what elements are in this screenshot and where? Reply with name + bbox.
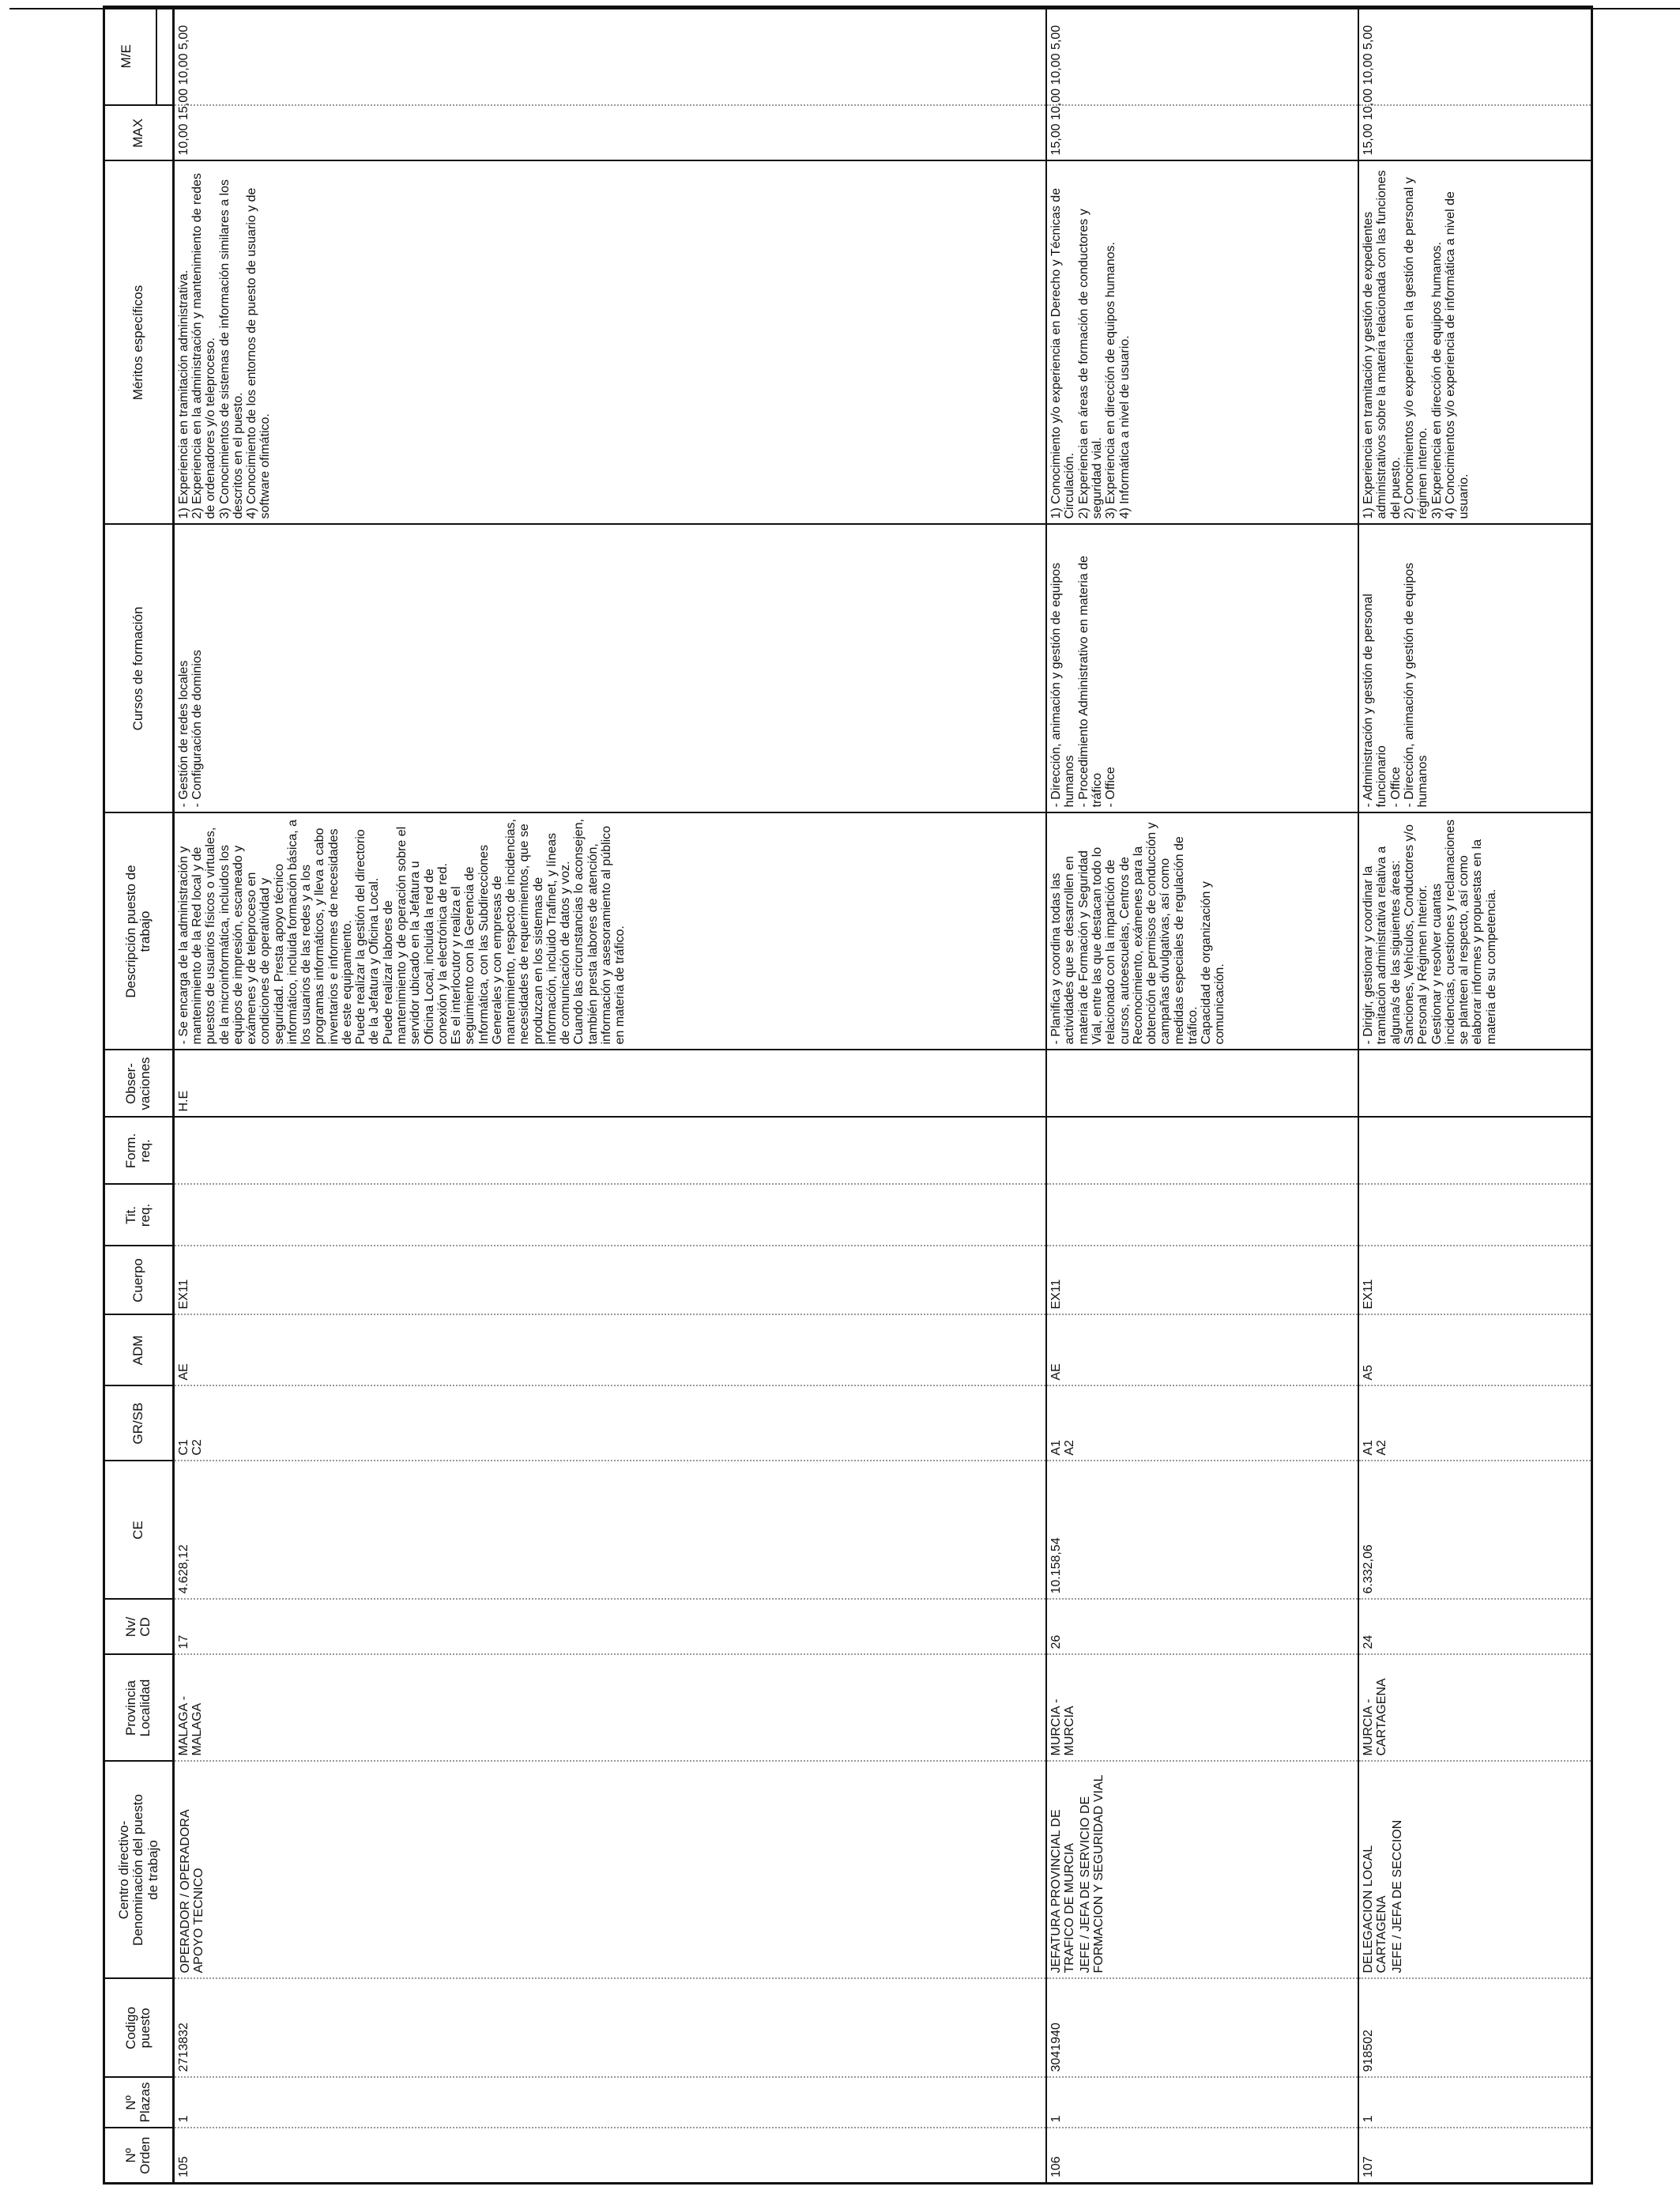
cell-descripcion: - Se encarga de la administración y mantenimiento de la Red local y de puestos de usuarios físicos o virtuales, de la microinformática, incluidos los equipos de impresión, escaneado y exámenes y de teleproceso en condiciones de operatividad y seguridad. Presta apoyo técnico informático, incluida formación básica, a los usuarios de las redes y a los programas informáticos, y lleva a cabo inventarios e informes de necesidades de este equipamiento. Puede realizar la gestión del directorio de la Jefatura y Oficina Local. Puede realizar labores de mantenimiento y de operación sobre el servidor ubicado en la Jefatura u Oficina Local, incluida la red de conexión y la electrónica de red. Es el interlocutor y realiza el seguimiento con la Gerencia de Informática, con las Subdirecciones Generales y con empresas de mantenimiento, respecto de incidencias, necesidades de requerimientos, que se produzcan en los sistemas de información, incluido Trafinet, y líneas de comunicación de datos y voz. Cuando las circunstancias lo aconsejen, también presta labores de atención, información y asesoramiento al público en materia de tráfico. xyxy=(173,813,1046,1050)
header-observaciones: Obser- vaciones xyxy=(104,1050,174,1118)
header-nivel: Nv/ CD xyxy=(104,1600,174,1655)
cell-grupo: A1 A2 xyxy=(1046,1386,1358,1461)
cell-grupo: A1 A2 xyxy=(1358,1386,1591,1461)
denominacion-puesto: JEFE / JEFA DE SECCION xyxy=(1390,1819,1404,1973)
cell-titulacion xyxy=(1358,1185,1591,1246)
header-plazas: Nº Plazas xyxy=(104,2078,174,2128)
centro-directivo: JEFATURA PROVINCIAL DE TRAFICO DE MURCIA xyxy=(1049,1809,1077,1973)
cell-ce: 10.158,54 xyxy=(1046,1461,1358,1600)
cell-orden: 107 xyxy=(1358,2128,1591,2184)
header-me-cell xyxy=(104,7,174,106)
cell-ce: 4.628,12 xyxy=(173,1461,1046,1600)
cell-cuerpo: EX11 xyxy=(1046,1246,1358,1315)
denominacion-puesto: JEFE / JEFA DE SERVICIO DE FORMACION Y SEGURIDAD VIAL xyxy=(1078,1774,1106,1973)
job-positions-table xyxy=(103,6,1593,2185)
cell-titulacion xyxy=(173,1185,1046,1246)
cell-meritos: 1) Conocimiento y/o experiencia en Derecho y Técnicas de Circulación. 2) Experiencia en áreas de formación de conductores y seguridad vial. 3) Experiencia en dirección de equipos humanos. 4) Informática a nivel de usuario. xyxy=(1046,161,1358,525)
cell-adm: A5 xyxy=(1358,1315,1591,1386)
table-row xyxy=(1358,7,1591,2184)
cell-plazas: 1 xyxy=(1046,2078,1358,2128)
cell-plazas: 1 xyxy=(173,2078,1046,2128)
cell-codigo: 3041940 xyxy=(1046,1979,1358,2078)
cell-me xyxy=(1358,7,1591,106)
header-formacion: Form. req. xyxy=(104,1118,174,1185)
job-positions-document xyxy=(103,8,1593,2185)
cell-nivel: 24 xyxy=(1358,1600,1591,1655)
cell-descripcion: - Dirigir, gestionar y coordinar la tramitación administrativa relativa a alguna/s de las siguientes áreas: Sanciones, Vehículos, Conductores y/o Personal y Régimen Interior. Gestionar y resolver cuantas incidencias, cuestiones y reclamaciones se planteen al respecto, así como elaborar informes y propuestas en la materia de su competencia. xyxy=(1358,813,1591,1050)
header-row xyxy=(104,7,174,2184)
cell-cursos: - Gestión de redes locales - Configuración de dominios xyxy=(173,525,1046,813)
cell-provincia: MURCIA - MURCIA xyxy=(1046,1655,1358,1762)
cell-nivel: 17 xyxy=(173,1600,1046,1655)
cell-provincia: MURCIA - CARTAGENA xyxy=(1358,1655,1591,1762)
header-max: MAX xyxy=(104,106,174,161)
cell-grupo: C1 C2 xyxy=(173,1386,1046,1461)
table-row xyxy=(173,7,1046,2184)
cell-observaciones xyxy=(1358,1050,1591,1118)
cell-centro xyxy=(1046,1762,1358,1979)
header-meritos: Méritos específicos xyxy=(104,161,174,525)
cell-cuerpo: EX11 xyxy=(173,1246,1046,1315)
cell-orden: 105 xyxy=(176,2156,190,2177)
table-row xyxy=(1046,7,1358,2184)
cell-cursos: - Dirección, animación y gestión de equipos humanos - Procedimiento Administrativo en materia de tráfico - Office xyxy=(1046,525,1358,813)
cell-codigo: 918502 xyxy=(1358,1979,1591,2078)
cell-formacion xyxy=(1358,1118,1591,1185)
cell-me xyxy=(173,7,1046,106)
cell-adm: AE xyxy=(1046,1315,1358,1386)
cell-cursos: - Administración y gestión de personal funcionario - Office - Dirección, animación y gestión de equipos humanos xyxy=(1358,525,1591,813)
cell-max: 15,00 10,00 10,00 5,00 xyxy=(1046,106,1358,161)
header-cuerpo: Cuerpo xyxy=(104,1246,174,1315)
cell-provincia: MALAGA - MALAGA xyxy=(173,1655,1046,1762)
header-ce: CE xyxy=(104,1461,174,1600)
cell-max: 15,00 10,00 10,00 5,00 xyxy=(1358,106,1591,161)
header-provincia: Provincia Localidad xyxy=(104,1655,174,1762)
header-me: M/E xyxy=(119,8,157,105)
cell-observaciones: H.E xyxy=(173,1050,1046,1118)
cell-formacion xyxy=(173,1118,1046,1185)
centro-directivo: DELEGACION LOCAL CARTAGENA xyxy=(1362,1845,1389,1973)
cell-plazas: 1 xyxy=(1358,2078,1591,2128)
cell-codigo: 2713832 xyxy=(173,1979,1046,2078)
header-grupo: GR/SB xyxy=(104,1386,174,1461)
cell-cuerpo: EX11 xyxy=(1358,1246,1591,1315)
header-cursos: Cursos de formación xyxy=(104,525,174,813)
cell-nivel: 26 xyxy=(1046,1600,1358,1655)
cell-titulacion xyxy=(1046,1185,1358,1246)
cell-observaciones xyxy=(1046,1050,1358,1118)
header-descripcion: Descripción puesto de trabajo xyxy=(104,813,174,1050)
cell-centro xyxy=(173,1762,1046,1979)
cell-centro xyxy=(1358,1762,1591,1979)
cell-descripcion: - Planifica y coordina todas las actividades que se desarrollen en materia de Formación y Seguridad Vial, entre las que destacan todo lo relacionado con la impartición de cursos, autoescuelas, Centros de Reconocimiento, exámenes para la obtención de permisos de conducción y campañas divulgativas, así como medidas especiales de regulación de tráfico. Capacidad de organización y comunicación. xyxy=(1046,813,1358,1050)
header-adm: ADM xyxy=(104,1315,174,1386)
header-orden: Nº Orden xyxy=(104,2128,174,2184)
header-codigo: Codigo puesto xyxy=(104,1979,174,2078)
cell-meritos: 1) Experiencia en tramitación administrativa. 2) Experiencia en la administración y mantenimiento de redes de ordenadores y/o teleproceso. 3) Conocimientos de sistemas de información similares a los descritos en el puesto. 4) Conocimiento de los entornos de puesto de usuario y de software ofimático. xyxy=(173,161,1046,525)
denominacion-puesto: OPERADOR / OPERADORA APOYO TECNICO xyxy=(178,1809,205,1973)
cell-ce: 6.332,06 xyxy=(1358,1461,1591,1600)
cell-adm: AE xyxy=(173,1315,1046,1386)
cell-me xyxy=(1046,7,1358,106)
cell-max: 10,00 15,00 10,00 5,00 xyxy=(173,106,1046,161)
cell-formacion xyxy=(1046,1118,1358,1185)
header-centro: Centro directivo- Denominación del puesto de trabajo xyxy=(104,1762,174,1979)
header-titulacion: Tit. req. xyxy=(104,1185,174,1246)
cell-orden: 106 xyxy=(1046,2128,1358,2184)
cell-meritos: 1) Experiencia en tramitación y gestión de expedientes administrativos sobre la materia relacionada con las funciones del puesto. 2) Conocimientos y/o experiencia en la gestión de personal y régimen interno. 3) Experiencia en dirección de equipos humanos. 4) Conocimientos y/o experiencia de informática a nivel de usuario. xyxy=(1358,161,1591,525)
